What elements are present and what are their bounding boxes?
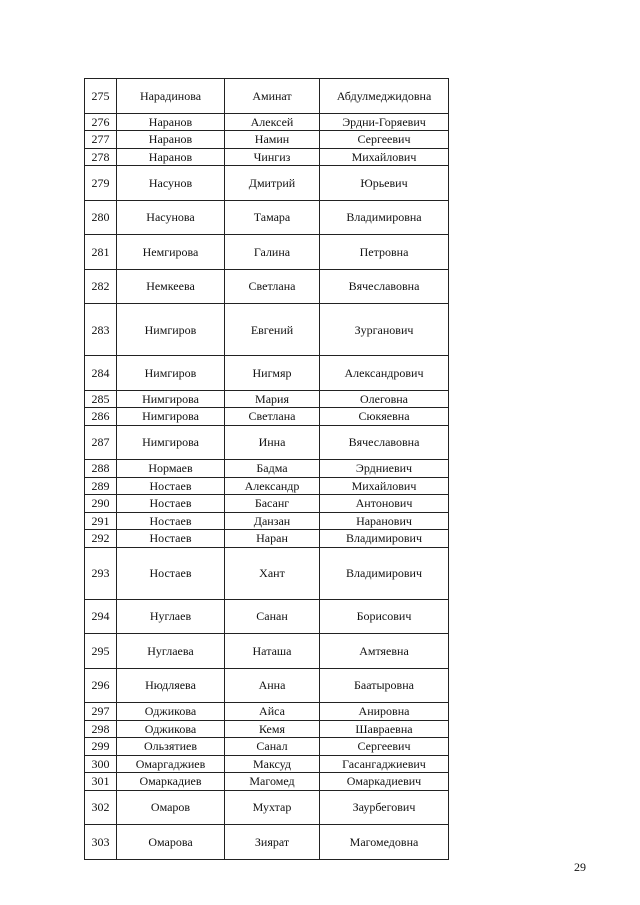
table-row [85, 79, 449, 114]
row-number-cell: 275 [85, 79, 117, 114]
row-number-cell: 302 [85, 790, 117, 825]
first-name-cell: Кемя [225, 720, 320, 738]
first-name-cell: Айса [225, 703, 320, 721]
table-row [85, 668, 449, 703]
first-name-cell: Санан [225, 599, 320, 634]
patronymic-cell: Михайлович [320, 477, 449, 495]
first-name-cell: Тамара [225, 200, 320, 235]
table-row [85, 773, 449, 791]
last-name-cell: Нимгирова [117, 390, 225, 408]
table-row [85, 356, 449, 391]
patronymic-cell: Баатыровна [320, 668, 449, 703]
last-name-cell: Наранов [117, 131, 225, 149]
table-row [85, 131, 449, 149]
table-row [85, 113, 449, 131]
table-row [85, 599, 449, 634]
patronymic-cell: Гасангаджиевич [320, 755, 449, 773]
first-name-cell: Галина [225, 235, 320, 270]
table-row [85, 738, 449, 756]
last-name-cell: Нюдляева [117, 668, 225, 703]
first-name-cell: Чингиз [225, 148, 320, 166]
patronymic-cell: Антонович [320, 495, 449, 513]
table-row [85, 825, 449, 860]
first-name-cell: Аминат [225, 79, 320, 114]
table-row [85, 425, 449, 460]
table-row [85, 408, 449, 426]
first-name-cell: Максуд [225, 755, 320, 773]
row-number-cell: 283 [85, 304, 117, 356]
table-row [85, 200, 449, 235]
row-number-cell: 296 [85, 668, 117, 703]
last-name-cell: Нимгирова [117, 425, 225, 460]
last-name-cell: Оджикова [117, 720, 225, 738]
last-name-cell: Наранов [117, 113, 225, 131]
patronymic-cell: Вячеславовна [320, 425, 449, 460]
first-name-cell: Евгений [225, 304, 320, 356]
first-name-cell: Данзан [225, 512, 320, 530]
last-name-cell: Немгирова [117, 235, 225, 270]
last-name-cell: Омаркадиев [117, 773, 225, 791]
patronymic-cell: Петровна [320, 235, 449, 270]
patronymic-cell: Владимировна [320, 200, 449, 235]
table-row [85, 790, 449, 825]
last-name-cell: Ностаев [117, 547, 225, 599]
last-name-cell: Ностаев [117, 530, 225, 548]
row-number-cell: 280 [85, 200, 117, 235]
table-row [85, 634, 449, 669]
table-row [85, 720, 449, 738]
first-name-cell: Светлана [225, 408, 320, 426]
patronymic-cell: Александрович [320, 356, 449, 391]
first-name-cell: Наран [225, 530, 320, 548]
row-number-cell: 287 [85, 425, 117, 460]
last-name-cell: Омарова [117, 825, 225, 860]
table-row [85, 304, 449, 356]
first-name-cell: Алексей [225, 113, 320, 131]
first-name-cell: Мария [225, 390, 320, 408]
last-name-cell: Насунова [117, 200, 225, 235]
first-name-cell: Санал [225, 738, 320, 756]
names-table [84, 78, 449, 860]
last-name-cell: Нимгиров [117, 304, 225, 356]
last-name-cell: Ностаев [117, 512, 225, 530]
table-row [85, 755, 449, 773]
table-row [85, 166, 449, 201]
table-row [85, 703, 449, 721]
first-name-cell: Мухтар [225, 790, 320, 825]
row-number-cell: 298 [85, 720, 117, 738]
names-table-body [85, 79, 449, 860]
row-number-cell: 277 [85, 131, 117, 149]
row-number-cell: 284 [85, 356, 117, 391]
row-number-cell: 279 [85, 166, 117, 201]
table-row [85, 269, 449, 304]
patronymic-cell: Эрдни-Горяевич [320, 113, 449, 131]
row-number-cell: 281 [85, 235, 117, 270]
last-name-cell: Омаргаджиев [117, 755, 225, 773]
table-row [85, 530, 449, 548]
last-name-cell: Нарадинова [117, 79, 225, 114]
first-name-cell: Анна [225, 668, 320, 703]
last-name-cell: Ностаев [117, 495, 225, 513]
patronymic-cell: Заурбегович [320, 790, 449, 825]
patronymic-cell: Владимирович [320, 530, 449, 548]
last-name-cell: Ностаев [117, 477, 225, 495]
page-number: 29 [574, 860, 586, 874]
first-name-cell: Светлана [225, 269, 320, 304]
row-number-cell: 295 [85, 634, 117, 669]
row-number-cell: 288 [85, 460, 117, 478]
patronymic-cell: Зурганович [320, 304, 449, 356]
last-name-cell: Нуглаева [117, 634, 225, 669]
patronymic-cell: Эрдниевич [320, 460, 449, 478]
patronymic-cell: Сергеевич [320, 738, 449, 756]
table-row [85, 512, 449, 530]
row-number-cell: 294 [85, 599, 117, 634]
last-name-cell: Нимгирова [117, 408, 225, 426]
first-name-cell: Зиярат [225, 825, 320, 860]
patronymic-cell: Михайлович [320, 148, 449, 166]
first-name-cell: Наташа [225, 634, 320, 669]
patronymic-cell: Наранович [320, 512, 449, 530]
first-name-cell: Магомед [225, 773, 320, 791]
patronymic-cell: Шавраевна [320, 720, 449, 738]
patronymic-cell: Анировна [320, 703, 449, 721]
row-number-cell: 278 [85, 148, 117, 166]
row-number-cell: 303 [85, 825, 117, 860]
first-name-cell: Хант [225, 547, 320, 599]
last-name-cell: Нимгиров [117, 356, 225, 391]
patronymic-cell: Владимирович [320, 547, 449, 599]
patronymic-cell: Магомедовна [320, 825, 449, 860]
table-row [85, 148, 449, 166]
last-name-cell: Немкеева [117, 269, 225, 304]
patronymic-cell: Вячеславовна [320, 269, 449, 304]
first-name-cell: Намин [225, 131, 320, 149]
first-name-cell: Александр [225, 477, 320, 495]
row-number-cell: 286 [85, 408, 117, 426]
row-number-cell: 285 [85, 390, 117, 408]
row-number-cell: 297 [85, 703, 117, 721]
row-number-cell: 300 [85, 755, 117, 773]
first-name-cell: Бадма [225, 460, 320, 478]
last-name-cell: Насунов [117, 166, 225, 201]
last-name-cell: Нуглаев [117, 599, 225, 634]
last-name-cell: Оджикова [117, 703, 225, 721]
row-number-cell: 276 [85, 113, 117, 131]
patronymic-cell: Юрьевич [320, 166, 449, 201]
patronymic-cell: Олеговна [320, 390, 449, 408]
row-number-cell: 292 [85, 530, 117, 548]
patronymic-cell: Борисович [320, 599, 449, 634]
row-number-cell: 293 [85, 547, 117, 599]
row-number-cell: 291 [85, 512, 117, 530]
last-name-cell: Нормаев [117, 460, 225, 478]
row-number-cell: 282 [85, 269, 117, 304]
table-row [85, 495, 449, 513]
patronymic-cell: Сюкяевна [320, 408, 449, 426]
table-row [85, 460, 449, 478]
table-row [85, 235, 449, 270]
last-name-cell: Наранов [117, 148, 225, 166]
last-name-cell: Ользятиев [117, 738, 225, 756]
patronymic-cell: Омаркадиевич [320, 773, 449, 791]
patronymic-cell: Амтяевна [320, 634, 449, 669]
row-number-cell: 299 [85, 738, 117, 756]
first-name-cell: Инна [225, 425, 320, 460]
first-name-cell: Басанг [225, 495, 320, 513]
row-number-cell: 289 [85, 477, 117, 495]
first-name-cell: Нигмяр [225, 356, 320, 391]
row-number-cell: 301 [85, 773, 117, 791]
patronymic-cell: Сергеевич [320, 131, 449, 149]
table-row [85, 547, 449, 599]
last-name-cell: Омаров [117, 790, 225, 825]
patronymic-cell: Абдулмеджидовна [320, 79, 449, 114]
row-number-cell: 290 [85, 495, 117, 513]
first-name-cell: Дмитрий [225, 166, 320, 201]
table-row [85, 477, 449, 495]
table-row [85, 390, 449, 408]
